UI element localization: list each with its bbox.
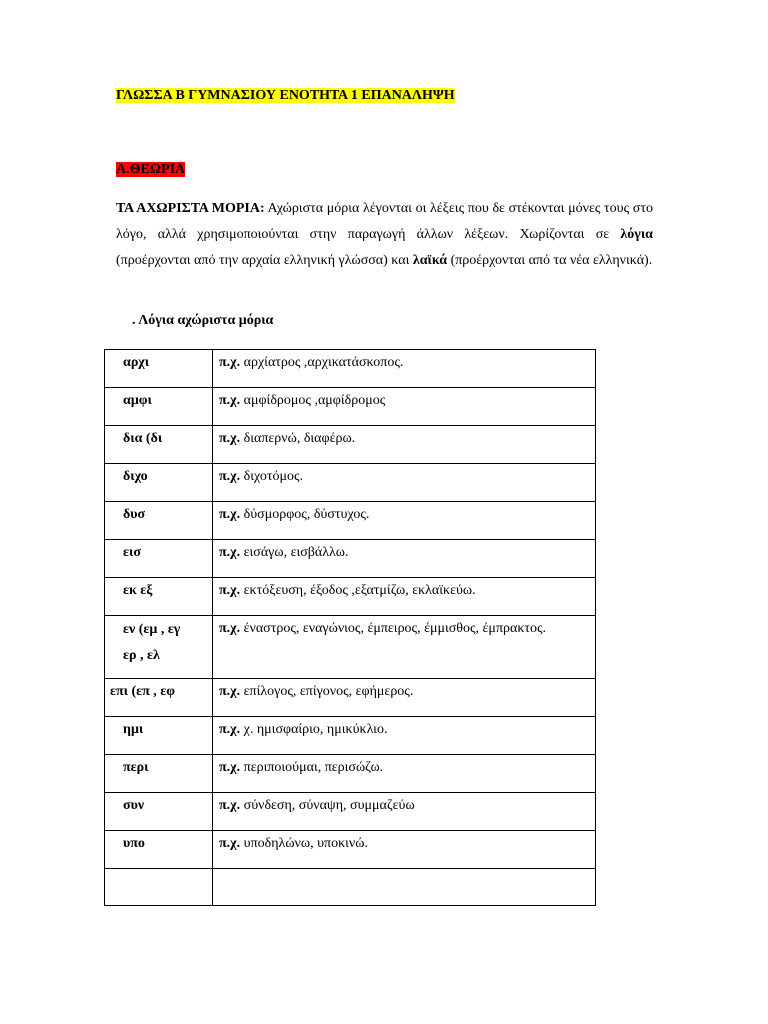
morph-cell-empty [105, 869, 213, 906]
section-heading [116, 162, 185, 178]
prefix-table [104, 349, 596, 906]
examples-cell: π.χ. διαπερνώ, διαφέρω. [213, 426, 596, 464]
example-prefix: π.χ. [219, 393, 241, 408]
morph-cell: αμφι [105, 388, 213, 426]
example-prefix: π.χ. [219, 684, 241, 699]
morph-cell: εκ εξ [105, 578, 213, 616]
morph-cell: δυσ [105, 502, 213, 540]
examples-cell: π.χ. εισάγω, εισβάλλω. [213, 540, 596, 578]
examples-cell: π.χ. σύνδεση, σύναψη, συμμαζεύω [213, 793, 596, 831]
morph-cell: αρχι [105, 350, 213, 388]
table-row-empty [105, 869, 596, 906]
examples-cell: π.χ. χ. ημισφαίριο, ημικύκλιο. [213, 717, 596, 755]
morph-cell: εισ [105, 540, 213, 578]
table-row [105, 793, 596, 831]
examples-cell: π.χ. αμφίδρομος ,αμφίδρομος [213, 388, 596, 426]
table-row [105, 831, 596, 869]
table-row [105, 578, 596, 616]
intro-paragraph [116, 196, 653, 274]
table-row [105, 679, 596, 717]
table-row [105, 502, 596, 540]
example-prefix: π.χ. [219, 836, 241, 851]
para-text-2: (προέρχονται από την αρχαία ελληνική γλώσσα) και [116, 253, 413, 268]
example-prefix: π.χ. [219, 507, 241, 522]
morph-cell: δια (δι [105, 426, 213, 464]
table-row [105, 540, 596, 578]
examples-cell-empty [213, 869, 596, 906]
para-bold-logia: λόγια [620, 227, 653, 242]
table-row [105, 717, 596, 755]
para-text-3: (προέρχονται από τα νέα ελληνικά). [447, 253, 653, 268]
para-heading: ΤΑ ΑΧΩΡΙΣΤΑ ΜΟΡΙΑ: [116, 201, 265, 216]
example-prefix: π.χ. [219, 621, 241, 636]
morph-cell: επι (επ , εφ [105, 679, 213, 717]
para-bold-laika: λαϊκά [412, 253, 448, 268]
table-row [105, 616, 596, 679]
table-row [105, 755, 596, 793]
examples-cell: π.χ. διχοτόμος. [213, 464, 596, 502]
example-prefix: π.χ. [219, 798, 241, 813]
example-prefix: π.χ. [219, 583, 241, 598]
examples-cell: π.χ. αρχίατρος ,αρχικατάσκοπος. [213, 350, 596, 388]
title-highlight: ΓΛΩΣΣΑ Β ΓΥΜΝΑΣΙΟΥ ΕΝΟΤΗΤΑ 1 ΕΠΑΝΑΛΗΨΗ [116, 88, 455, 103]
morph-cell: περι [105, 755, 213, 793]
examples-cell: π.χ. δύσμορφος, δύστυχος. [213, 502, 596, 540]
morph-cell: ημι [105, 717, 213, 755]
morph-cell: εν (εμ , εγ ερ , ελ [105, 616, 213, 679]
table-subheading: . Λόγια αχώριστα μόρια [132, 313, 274, 328]
example-prefix: π.χ. [219, 431, 241, 446]
examples-cell: π.χ. υποδηλώνω, υποκινώ. [213, 831, 596, 869]
para-text-1: Αχώριστα μόρια λέγονται οι λέξεις που δε στέκονται μόνες τους στο λόγο, αλλά χρησιμοποιούνται στην παραγωγή άλλων λέξεων. Χωρίζονται σε [116, 201, 653, 242]
examples-cell: π.χ. περιποιούμαι, περισώζω. [213, 755, 596, 793]
examples-cell: π.χ. επίλογος, επίγονος, εφήμερος. [213, 679, 596, 717]
table-row [105, 350, 596, 388]
examples-cell: π.χ. έναστρος, εναγώνιος, έμπειρος, έμμισθος, έμπρακτος. [213, 616, 596, 679]
morph-cell: διχο [105, 464, 213, 502]
example-prefix: π.χ. [219, 760, 241, 775]
table-row [105, 388, 596, 426]
section-highlight: Α.ΘΕΩΡΙΑ [116, 162, 186, 177]
example-prefix: π.χ. [219, 469, 241, 484]
example-prefix: π.χ. [219, 545, 241, 560]
example-prefix: π.χ. [219, 722, 241, 737]
morph-cell: υπο [105, 831, 213, 869]
morph-cell: συν [105, 793, 213, 831]
examples-cell: π.χ. εκτόξευση, έξοδος ,εξατμίζω, εκλαϊκεύω. [213, 578, 596, 616]
example-prefix: π.χ. [219, 355, 241, 370]
table-row [105, 426, 596, 464]
document-title [116, 88, 455, 104]
table-row [105, 464, 596, 502]
